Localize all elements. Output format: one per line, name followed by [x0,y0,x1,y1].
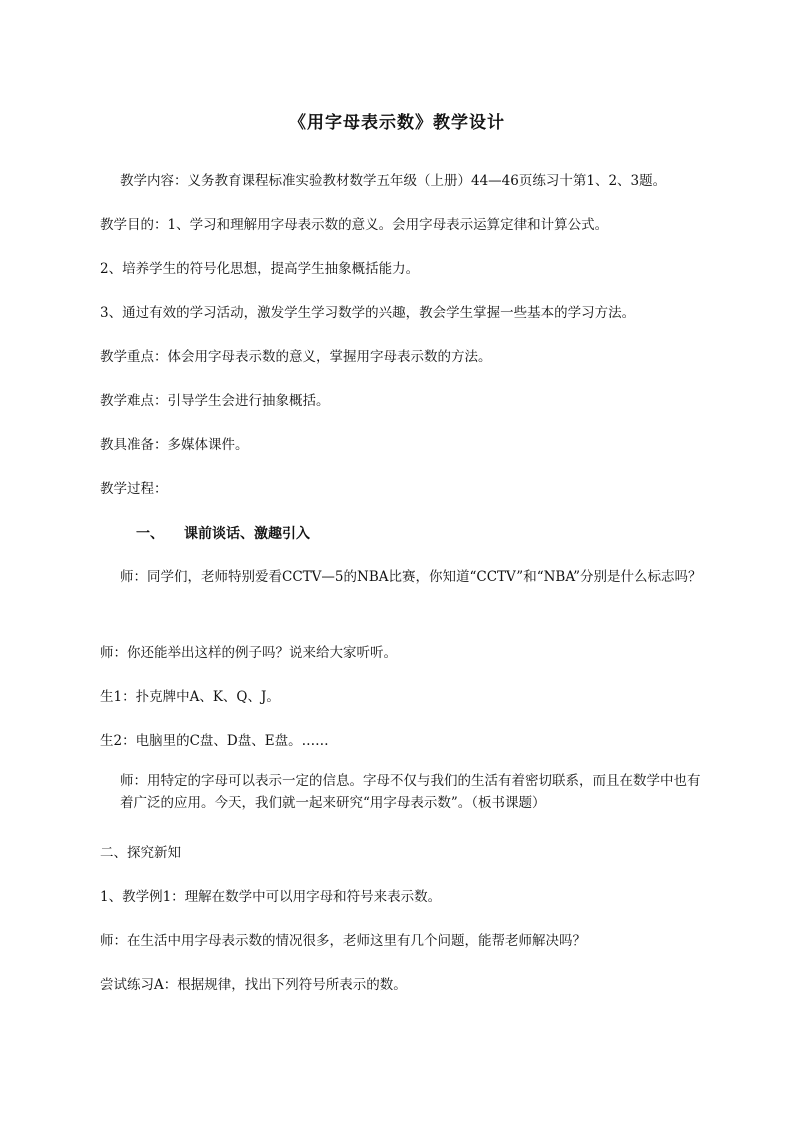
teacher-question-paragraph: 师：在生活中用字母表示数的情况很多，老师这里有几个问题，能帮老师解决吗？ [100,933,586,949]
section-2-heading: 二、探究新知 [100,845,181,861]
teaching-difficulty-paragraph: 教学难点：引导学生会进行抽象概括。 [100,393,330,409]
teaching-aids-paragraph: 教具准备：多媒体课件。 [100,437,249,453]
student-line-2: 生2：电脑里的C盘、D盘、E盘。…… [100,733,329,749]
teacher-line-2: 师：你还能举出这样的例子吗？说来给大家听听。 [100,645,397,661]
exercise-a-paragraph: 尝试练习A：根据规律，找出下列符号所表示的数。 [100,977,407,993]
teaching-focus-paragraph: 教学重点：体会用字母表示数的意义，掌握用字母表示数的方法。 [100,349,492,365]
teaching-content-paragraph: 教学内容：义务教育课程标准实验教材数学五年级（上册）44—46页练习十第1、2、3题。 [120,173,667,189]
section-1-heading [136,523,310,543]
teaching-process-label: 教学过程： [100,481,168,497]
student-line-1: 生1：扑克牌中A、K、Q、J。 [100,689,280,705]
teacher-line-3: 师：用特定的字母可以表示一定的信息。字母不仅与我们的生活有着密切联系，而且在数学中也有着广泛的应用。今天，我们就一起来研究“用字母表示数”。（板书课题） [120,773,701,811]
example-1-paragraph: 1、教学例1：理解在数学中可以用字母和符号来表示数。 [100,889,442,905]
document-title: 《用字母表示数》教学设计 [289,113,505,133]
teaching-objectives-paragraph: 教学目的：1、学习和理解用字母表示数的意义。会用字母表示运算定律和计算公式。 [100,217,609,233]
objective-3-paragraph: 3、通过有效的学习活动，激发学生学习数学的兴趣，教会学生掌握一些基本的学习方法。 [100,305,636,321]
teacher-line-1: 师：同学们，老师特别爱看CCTV—5的NBA比赛，你知道“CCTV”和“NBA”分别是什么标志吗？ [120,569,702,585]
section-1-title: 课前谈话、激趣引入 [184,526,310,542]
section-1-number: 一、 [136,526,164,542]
objective-2-paragraph: 2、培养学生的符号化思想，提高学生抽象概括能力。 [100,261,420,277]
